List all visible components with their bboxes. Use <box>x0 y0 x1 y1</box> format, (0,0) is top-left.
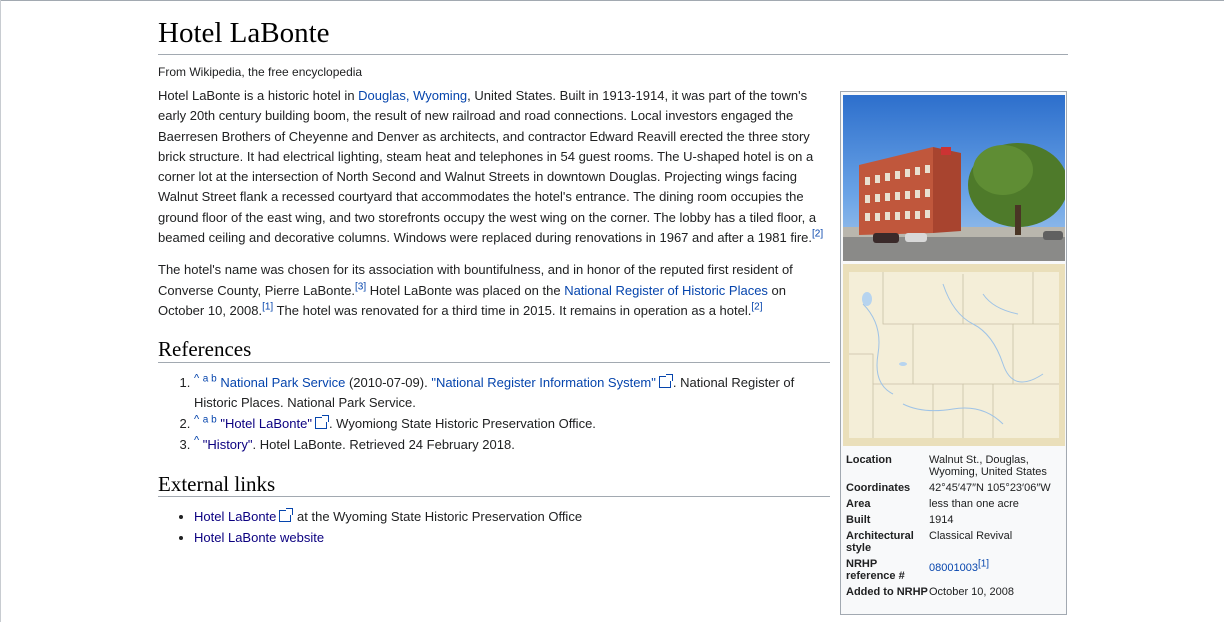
backlink-caret[interactable]: ^ <box>194 413 200 426</box>
link-nrhp[interactable]: National Register of Historic Places <box>564 282 768 298</box>
backlink-caret[interactable]: ^ <box>194 435 200 448</box>
link-douglas-wyoming[interactable]: Douglas, Wyoming <box>358 88 468 103</box>
link-history[interactable]: "History" <box>202 437 253 453</box>
link-hotel-labonte-shpo[interactable]: Hotel LaBonte <box>194 509 277 525</box>
backlink-caret[interactable]: ^ <box>194 372 200 385</box>
backlink-b[interactable]: b <box>211 373 217 385</box>
window-left-border <box>0 0 1 622</box>
link-nrhp-reference[interactable]: 08001003 <box>929 562 978 574</box>
infobox-label: Built <box>846 514 871 526</box>
link-national-park-service[interactable]: National Park Service <box>220 374 346 390</box>
text: The hotel was renovated for a third time in 2015. It remains in operation as a hotel. <box>273 302 752 318</box>
text: The hotel's name was chosen for its association with bountifulness, and in honor of the reputed first resident of Converse County, Pierre LaBonte. <box>158 262 793 298</box>
hotel-photo[interactable] <box>843 95 1065 261</box>
infobox-row-nrhp-reference <box>846 558 1062 582</box>
text: on October 10, 2008. <box>158 282 787 318</box>
window-top-border <box>0 0 1224 1</box>
infobox-label: Coordinates <box>846 482 911 494</box>
infobox-value: 42°45′47″N 105°23′06″W <box>929 482 1051 494</box>
external-link-item <box>194 507 830 527</box>
references-heading: References <box>158 339 830 362</box>
page-title: Hotel LaBonte <box>158 14 1068 55</box>
reference-item <box>194 373 830 414</box>
citation-3[interactable]: [3] <box>355 281 367 293</box>
article-body <box>158 86 830 550</box>
external-link-icon <box>659 376 671 388</box>
backlink-b[interactable]: b <box>211 414 217 426</box>
external-links-list <box>194 507 830 549</box>
infobox-value: 1914 <box>929 514 954 526</box>
intro-paragraph-2 <box>158 260 830 321</box>
link-nris[interactable]: "National Register Information System" <box>431 374 656 390</box>
text: (2010-07-09). <box>345 374 432 390</box>
infobox-label: Added to NRHP <box>846 586 928 598</box>
text: at the Wyoming State Historic Preservation Office <box>293 509 583 525</box>
external-link-item <box>194 528 830 548</box>
site-tagline: From Wikipedia, the free encyclopedia <box>158 65 363 79</box>
infobox-value: less than one acre <box>929 498 1019 510</box>
reference-item <box>194 435 830 455</box>
citation-1[interactable]: [1] <box>262 301 274 313</box>
citation-2b[interactable]: [2] <box>751 301 763 313</box>
infobox-row-built <box>846 514 1062 526</box>
external-link-icon <box>279 510 291 522</box>
infobox-row-location <box>846 454 1062 478</box>
infobox-data <box>846 454 1062 602</box>
text: Hotel LaBonte is a historic hotel in <box>158 88 359 103</box>
backlink-a[interactable]: a <box>202 373 209 385</box>
infobox-value: October 10, 2008 <box>929 586 1015 598</box>
infobox-label: Area <box>846 498 871 510</box>
citation-2[interactable]: [2] <box>812 228 824 240</box>
wyoming-map-illustration <box>843 264 1065 446</box>
infobox-label: Location <box>846 454 892 466</box>
reference-item <box>194 414 830 434</box>
text: . Wyomiong State Historic Preservation Office. <box>328 416 596 432</box>
text: , United States. Built in 1913-1914, it was part of the town's early 20th century building boom, the result of new railroad and road connections. Local investors engaged the Baerresen Brothers of Cheyenne and Denver as architects, and contractor Edward Reavill erected the three story brick structure. It had electrical lighting, steam heat and telephones in 54 guest rooms. The U-shaped hotel is on a corner lot at the intersection of North Second and Walnut Streets in downtown Douglas. Projecting wings facing Walnut Street flank a recessed courtyard that accommodates the hotel's entrance. The dining room occupies the ground floor of the east wing, and two storefronts occupy the west wing on the corner. The lobby has a tiled floor, a beamed ceiling and decorative columns. Windows were replaced during renovations in 1967 and after a 1981 fire. <box>158 88 817 246</box>
text: . Hotel LaBonte. Retrieved 24 February 2018. <box>252 437 515 453</box>
location-map[interactable] <box>843 264 1065 446</box>
link-hotel-labonte-website[interactable]: Hotel LaBonte website <box>194 530 325 546</box>
text: . National Register of Historic Places. National Park Service. <box>194 374 795 410</box>
hotel-photo-illustration <box>843 95 1065 261</box>
infobox-value <box>929 558 1062 582</box>
text: Hotel LaBonte was placed on the <box>366 282 565 298</box>
infobox <box>840 91 1067 615</box>
infobox-row-coordinates <box>846 482 1062 494</box>
backlink-a[interactable]: a <box>202 414 209 426</box>
intro-paragraph-1 <box>158 86 830 248</box>
external-link-icon <box>315 417 327 429</box>
infobox-value: Classical Revival <box>929 530 1013 542</box>
infobox-row-architectural-style <box>846 530 1062 554</box>
references-list <box>194 373 830 456</box>
link-hotel-labonte-ref[interactable]: "Hotel LaBonte" <box>220 416 312 432</box>
infobox-label: Architectural style <box>846 530 914 554</box>
external-links-heading: External links <box>158 474 830 497</box>
citation-1-infobox[interactable]: [1] <box>977 558 990 570</box>
infobox-row-area <box>846 498 1062 510</box>
infobox-label: NRHP reference # <box>846 558 905 582</box>
infobox-value: Walnut St., Douglas, Wyoming, United States <box>929 454 1047 478</box>
infobox-row-added-to-nrhp <box>846 586 1062 598</box>
